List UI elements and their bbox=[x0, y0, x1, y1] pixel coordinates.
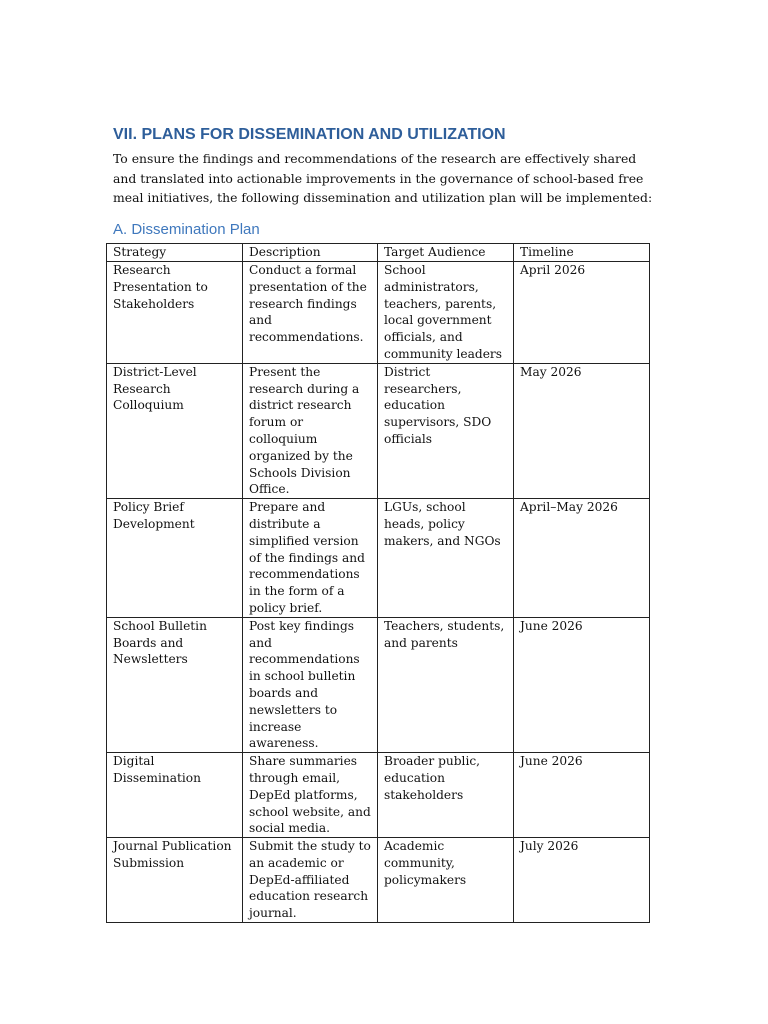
header-timeline: Timeline bbox=[514, 244, 650, 262]
table-row bbox=[107, 753, 650, 838]
header-target-audience: Target Audience bbox=[378, 244, 514, 262]
subsection-title: A. Dissemination Plan bbox=[113, 221, 260, 238]
cell-audience: Broader public, education stakeholders bbox=[378, 753, 514, 838]
cell-timeline: June 2026 bbox=[514, 753, 650, 838]
cell-audience: District researchers, education supervisors, SDO officials bbox=[378, 363, 514, 498]
cell-strategy: Policy Brief Development bbox=[107, 499, 243, 618]
section-title: VII. PLANS FOR DISSEMINATION AND UTILIZATION bbox=[113, 126, 506, 143]
table-row bbox=[107, 363, 650, 498]
cell-timeline: June 2026 bbox=[514, 617, 650, 752]
cell-strategy: Research Presentation to Stakeholders bbox=[107, 262, 243, 364]
header-description: Description bbox=[243, 244, 378, 262]
table-header-row bbox=[107, 244, 650, 262]
table-row bbox=[107, 838, 650, 923]
cell-audience: LGUs, school heads, policy makers, and NGOs bbox=[378, 499, 514, 618]
cell-timeline: July 2026 bbox=[514, 838, 650, 923]
cell-timeline: April 2026 bbox=[514, 262, 650, 364]
cell-strategy: School Bulletin Boards and Newsletters bbox=[107, 617, 243, 752]
cell-description: Conduct a formal presentation of the research findings and recommendations. bbox=[243, 262, 378, 364]
cell-description: Prepare and distribute a simplified version of the findings and recommendations in the form of a policy brief. bbox=[243, 499, 378, 618]
cell-strategy: Digital Dissemination bbox=[107, 753, 243, 838]
table-row bbox=[107, 499, 650, 618]
table-row bbox=[107, 617, 650, 752]
cell-description: Submit the study to an academic or DepEd-affiliated education research journal. bbox=[243, 838, 378, 923]
dissemination-plan-table bbox=[106, 243, 650, 923]
cell-timeline: May 2026 bbox=[514, 363, 650, 498]
cell-audience: School administrators, teachers, parents, local government officials, and community leaders bbox=[378, 262, 514, 364]
cell-timeline: April–May 2026 bbox=[514, 499, 650, 618]
header-strategy: Strategy bbox=[107, 244, 243, 262]
cell-strategy: District-Level Research Colloquium bbox=[107, 363, 243, 498]
cell-audience: Academic community, policymakers bbox=[378, 838, 514, 923]
cell-description: Share summaries through email, DepEd platforms, school website, and social media. bbox=[243, 753, 378, 838]
cell-audience: Teachers, students, and parents bbox=[378, 617, 514, 752]
cell-strategy: Journal Publication Submission bbox=[107, 838, 243, 923]
cell-description: Present the research during a district research forum or colloquium organized by the Schools Division Office. bbox=[243, 363, 378, 498]
table-row bbox=[107, 262, 650, 364]
intro-paragraph: To ensure the findings and recommendations of the research are effectively shared and translated into actionable improvements in the governance of school-based free meal initiatives, the following dissemination and utilization plan will be implemented: bbox=[113, 151, 653, 205]
cell-description: Post key findings and recommendations in school bulletin boards and newsletters to increase awareness. bbox=[243, 617, 378, 752]
